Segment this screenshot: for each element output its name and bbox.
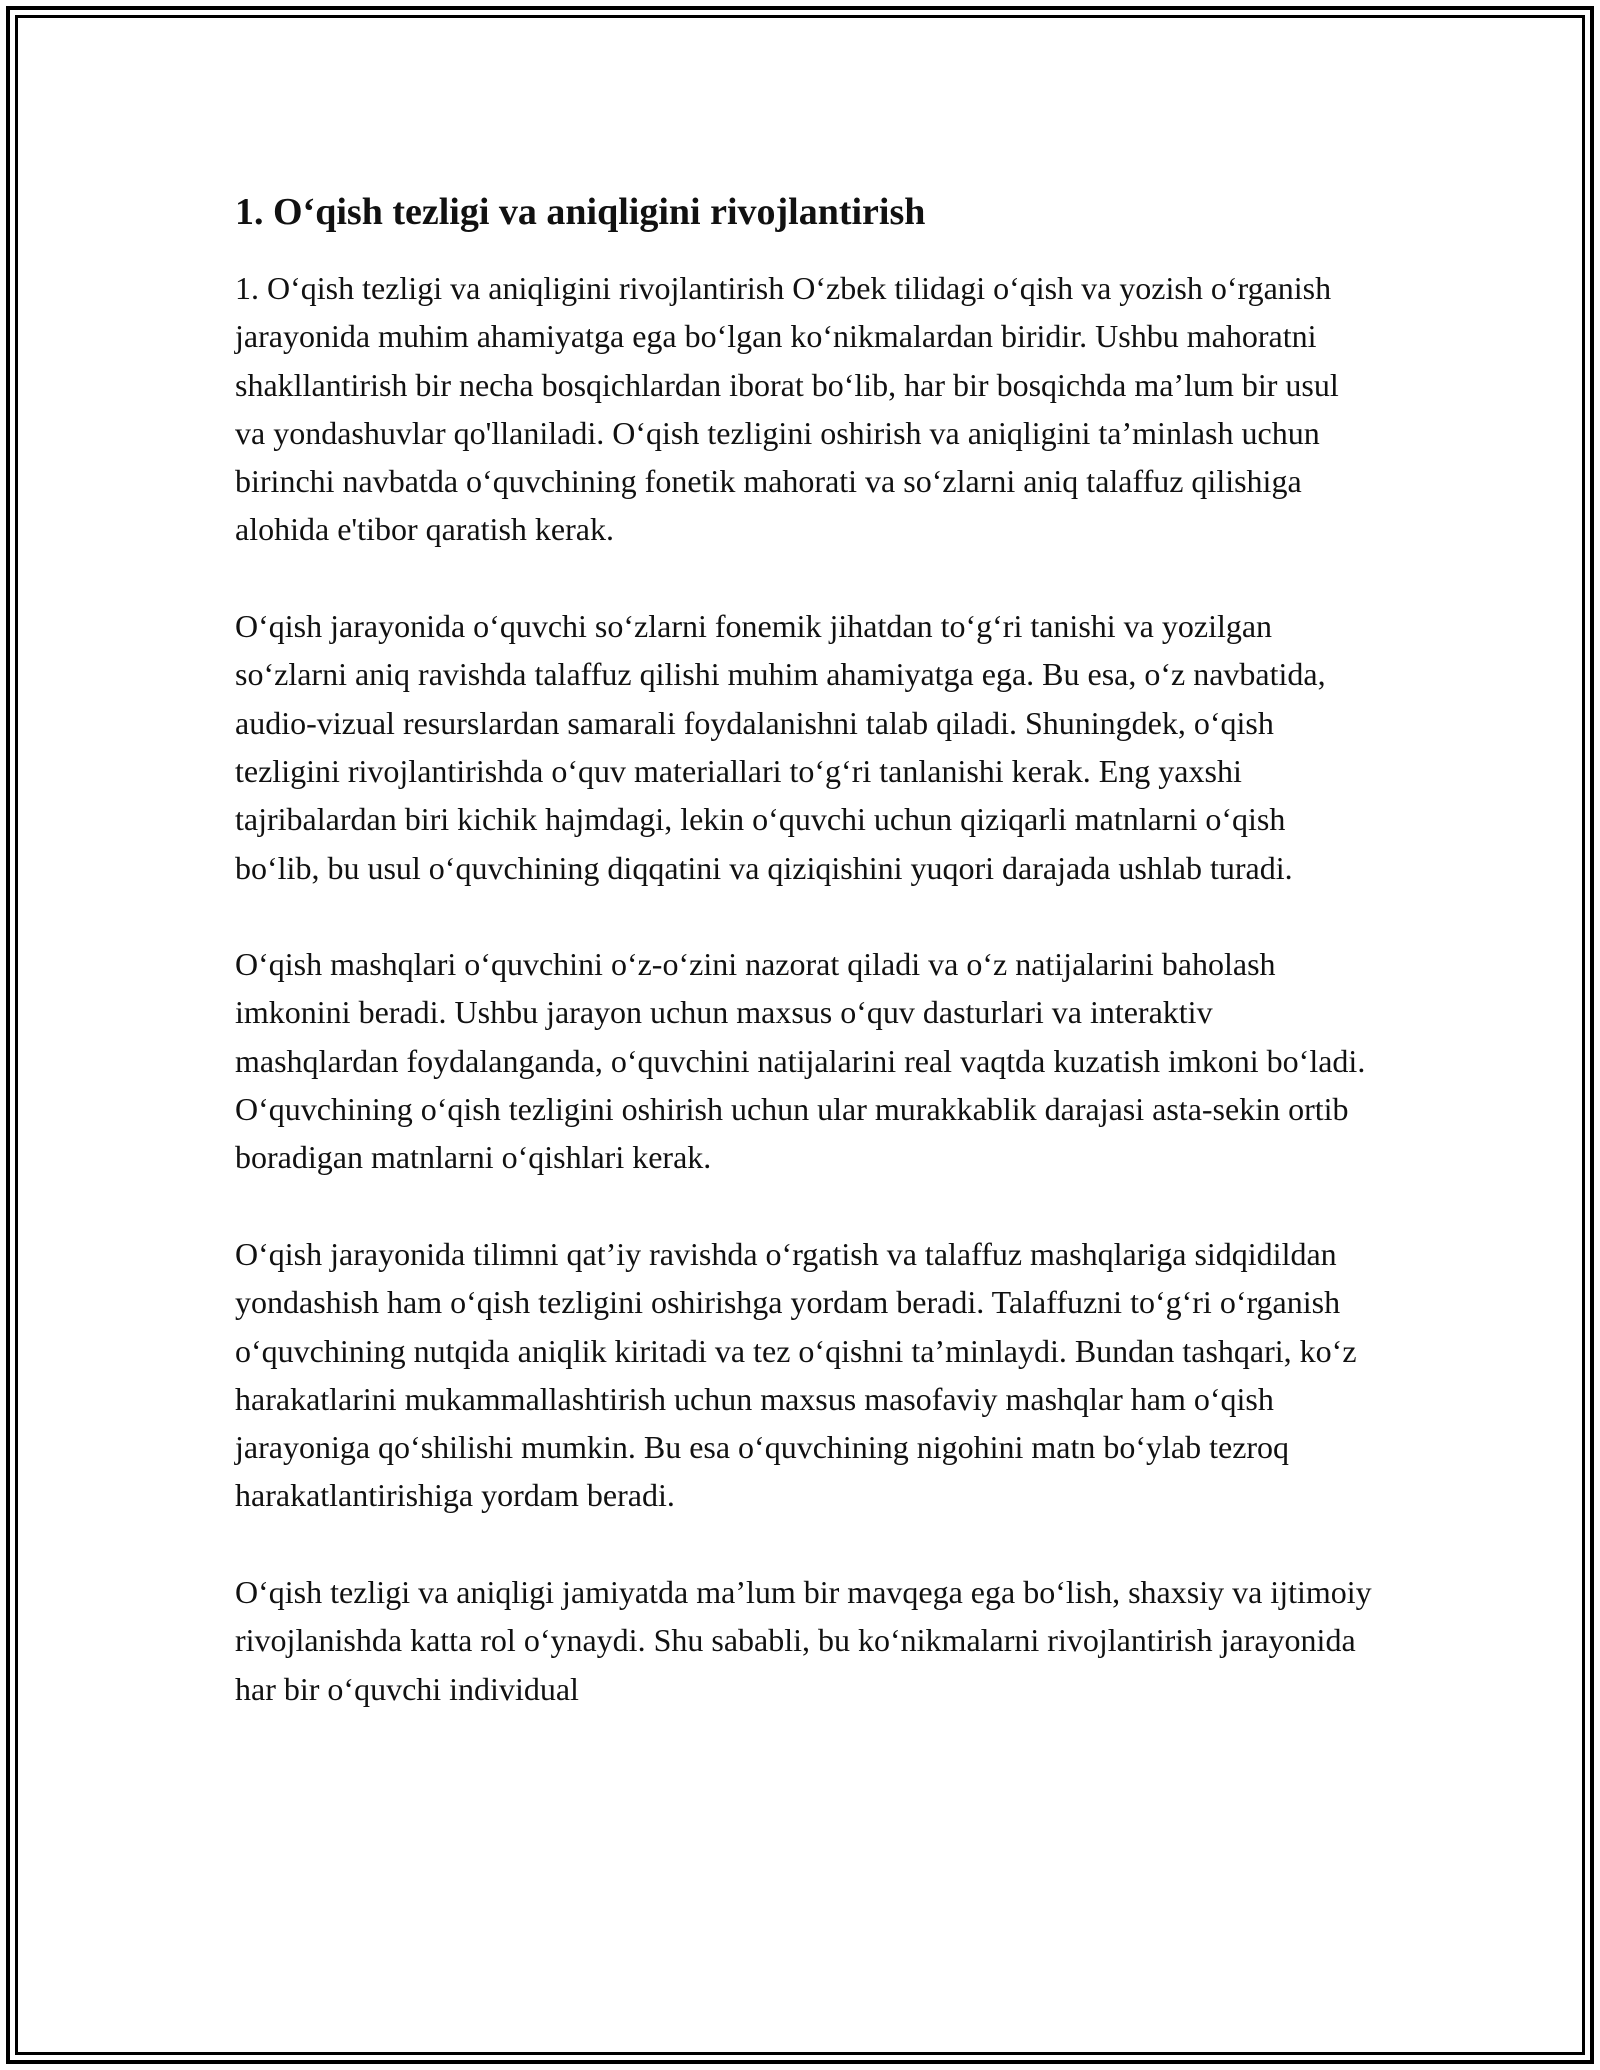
paragraph-3: Oʻqish mashqlari oʻquvchini oʻz-oʻzini nazorat qiladi va oʻz natijalarini baholash imkonini beradi. Ushbu jarayon uchun maxsus oʻquv dasturlari va interaktiv mashqlardan foydalanganda, oʻquvchini natijalarini real vaqtda kuzatish imkoni boʻladi. Oʻquvchining oʻqish tezligini oshirish uchun ular murakkablik darajasi asta-sekin ortib boradigan matnlarni oʻqishlari kerak.	[235, 946, 1366, 1176]
paragraph-5: Oʻqish tezligi va aniqligi jamiyatda maʼlum bir mavqega ega boʻlish, shaxsiy va ijtimoiy rivojlanishda katta rol oʻynaydi. Shu sababli, bu koʻnikmalarni rivojlantirish jarayonida har bir oʻquvchi individual	[235, 1574, 1372, 1707]
paragraph-4: Oʻqish jarayonida tilimni qatʼiy ravishda oʻrgatish va talaffuz mashqlariga sidqidildan yondashish ham oʻqish tezligini oshirishga yordam beradi. Talaffuzni toʻgʻri oʻrganish oʻquvchining nutqida aniqlik kiritadi va tez oʻqishni taʼminlaydi. Bundan tashqari, koʻz harakatlarini mukammallashtirish uchun maxsus masofaviy mashqlar ham oʻqish jarayoniga qoʻshilishi mumkin. Bu esa oʻquvchining nigohini matn boʻylab tezroq harakatlantirishiga yordam beradi.	[235, 1235, 1357, 1514]
paragraph-2: Oʻqish jarayonida oʻquvchi soʻzlarni fonemik jihatdan toʻgʻri tanishi va yozilgan soʻzlarni aniq ravishda talaffuz qilishi muhim ahamiyatga ega. Bu esa, oʻz navbatida, audio-vizual resurslardan samarali foydalanishni talab qiladi. Shuningdek, oʻqish tezligini rivojlantirishda oʻquv materiallari toʻgʻri tanlanishi kerak. Eng yaxshi tajribalardan biri kichik hajmdagi, lekin oʻquvchi uchun qiziqarli matnlarni oʻqish boʻlib, bu usul oʻquvchining diqqatini va qiziqishini yuqori darajada ushlab turadi.	[235, 608, 1326, 886]
section-heading: 1. Oʻqish tezligi va aniqligini rivojlantirish	[235, 191, 926, 233]
document-body	[235, 188, 1375, 1761]
paragraph-1: 1. Oʻqish tezligi va aniqligini rivojlantirish Oʻzbek tilidagi oʻqish va yozish oʻrganish jarayonida muhim ahamiyatga ega boʻlgan koʻnikmalardan biridir. Ushbu mahoratni shakllantirish bir necha bosqichlardan iborat boʻlib, har bir bosqichda maʼlum bir usul va yondashuvlar qo'llaniladi. Oʻqish tezligini oshirish va aniqligini taʼminlash uchun birinchi navbatda oʻquvchining fonetik mahorati va soʻzlarni aniq talaffuz qilishiga alohida e'tibor qaratish kerak.	[235, 270, 1339, 548]
